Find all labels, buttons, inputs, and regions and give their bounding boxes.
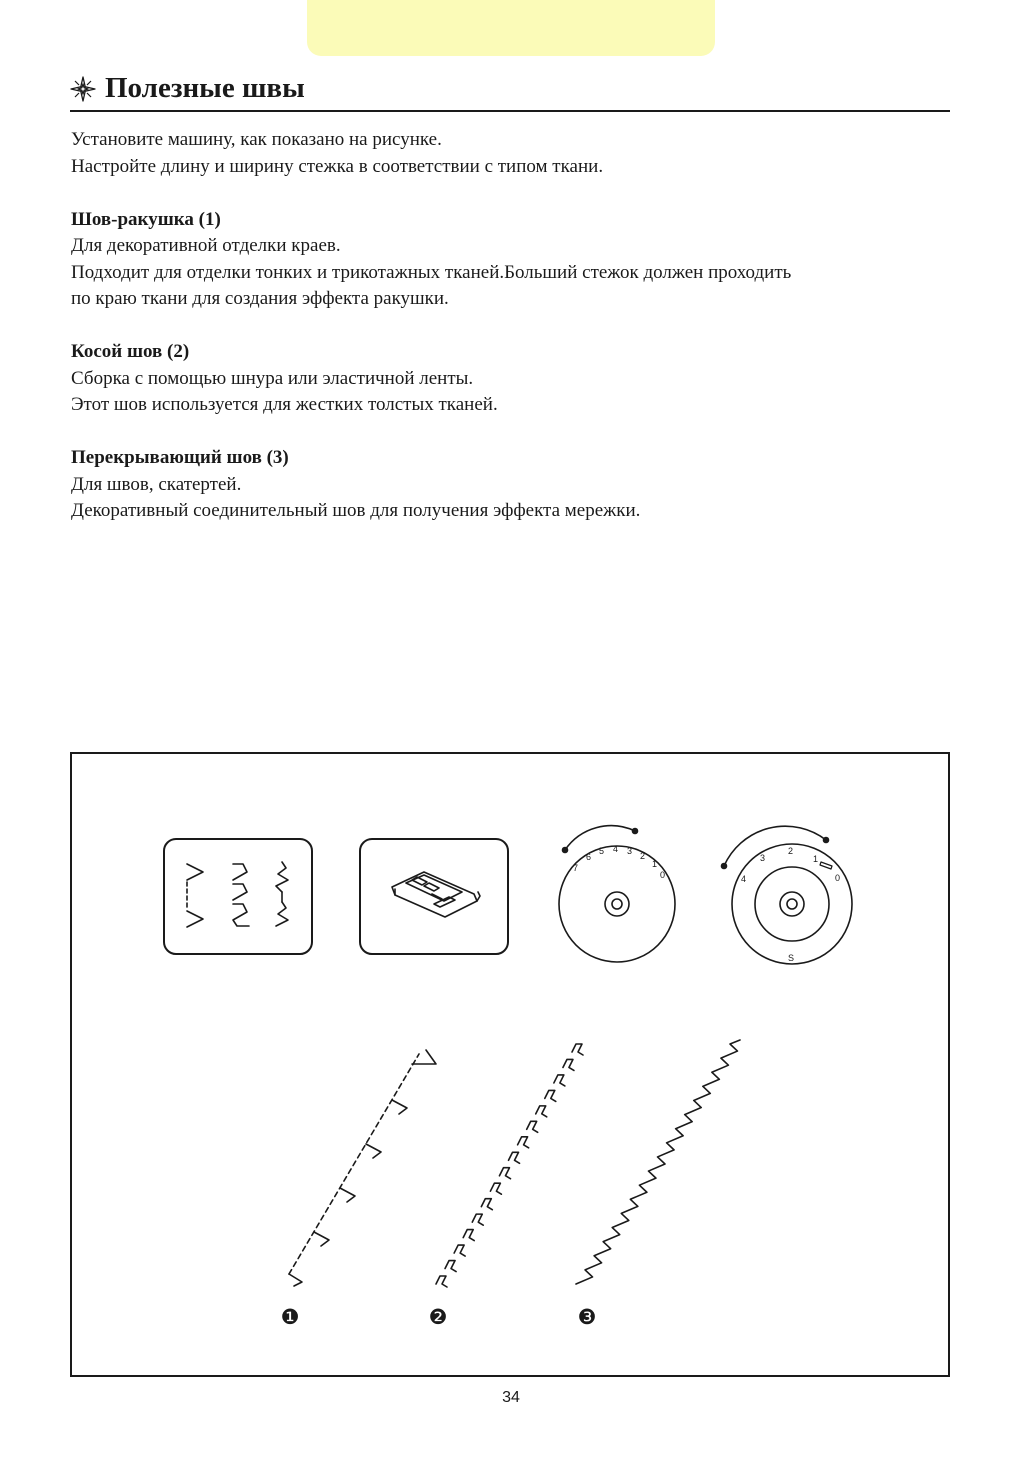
section-line: по краю ткани для создания эффекта ракушки. — [71, 288, 449, 309]
length-dial-label: 7 — [573, 863, 579, 873]
length-dial-marker — [562, 847, 569, 854]
length-dial-marker — [632, 828, 639, 835]
instructions-text — [71, 127, 961, 525]
shell-stitch-icon — [187, 864, 203, 927]
slant-stitch-mark — [527, 1121, 538, 1132]
width-dial-marker — [721, 863, 728, 870]
slant-stitch-mark — [445, 1261, 456, 1272]
length-dial-label: 3 — [627, 846, 633, 856]
presser-foot-panel — [360, 839, 508, 954]
slant-stitch-mark — [572, 1044, 583, 1055]
section-line: Для декоративной отделки краев. — [71, 235, 341, 256]
overlock-zigzag — [576, 1040, 740, 1284]
width-dial-label: 3 — [760, 853, 766, 863]
slant-stitch-mark — [563, 1059, 574, 1070]
shell-seam-sample — [289, 1050, 436, 1286]
machine-setup-figure — [70, 752, 950, 1377]
overlock-seam-sample — [576, 1040, 740, 1284]
intro-line: Настройте длину и ширину стежка в соответствии с типом ткани. — [71, 155, 604, 177]
slant-stitch-mark — [463, 1230, 474, 1241]
intro-line: Установите машину, как показано на рисунке. — [71, 129, 442, 150]
length-dial-label: 2 — [640, 851, 646, 861]
length-dial-label: 5 — [599, 846, 605, 856]
slant-stitch-mark — [554, 1075, 565, 1086]
slant-seam-sample — [436, 1044, 583, 1287]
section-title-row — [70, 66, 950, 112]
slant-stitch-mark — [454, 1245, 465, 1256]
page-number: 34 — [502, 1389, 520, 1406]
length-dial-label: 6 — [586, 852, 592, 862]
slant-stitch-mark — [436, 1276, 447, 1287]
width-dial-label: 0 — [835, 873, 841, 883]
width-dial-marker — [823, 837, 830, 844]
width-dial-label-s: S — [788, 953, 795, 963]
presser-foot-icon — [392, 872, 480, 917]
length-dial-label: 0 — [660, 870, 666, 880]
width-dial-label: 1 — [813, 854, 819, 864]
header-tab — [307, 0, 715, 56]
slant-stitch-mark — [499, 1168, 510, 1179]
page-title: Полезные швы — [105, 71, 305, 104]
seam-number-2: ❷ — [428, 1305, 448, 1329]
pattern-panel — [164, 839, 312, 954]
section-heading-slant-seam: Косой шов (2) — [71, 341, 190, 362]
overlock-stitch-icon — [276, 862, 288, 926]
length-dial-label: 4 — [613, 844, 619, 854]
slant-stitch-mark — [490, 1183, 501, 1194]
width-dial-label: 2 — [788, 846, 794, 856]
slant-stitch-mark — [545, 1090, 556, 1101]
section-line: Этот шов используется для жестких толстых тканей. — [71, 394, 498, 415]
section-line: Сборка с помощью шнура или эластичной ленты. — [71, 367, 474, 389]
compass-star-icon — [70, 76, 96, 102]
slant-stitch-mark — [481, 1199, 492, 1210]
slant-stitch-mark — [536, 1106, 547, 1117]
section-line: Для швов, скатертей. — [71, 473, 242, 495]
slant-stitch-mark — [518, 1137, 529, 1148]
section-heading-overlap-seam: Перекрывающий шов (3) — [71, 447, 289, 468]
seam-number-1: ❶ — [280, 1305, 300, 1329]
slant-stitch-mark — [472, 1214, 483, 1225]
section-line: Декоративный соединительный шов для получения эффекта мережки. — [71, 500, 641, 521]
section-heading-shell-seam: Шов-ракушка (1) — [71, 208, 221, 230]
figure-drawing — [72, 754, 948, 1375]
slant-stitch-icon — [233, 864, 249, 926]
seam-number-3: ❸ — [577, 1305, 597, 1329]
width-dial-label: 4 — [741, 874, 747, 884]
length-dial-label: 1 — [652, 859, 658, 869]
section-line: Подходит для отделки тонких и трикотажных тканей.Больший стежок должен проходить — [71, 261, 792, 283]
slant-stitch-mark — [509, 1152, 520, 1163]
